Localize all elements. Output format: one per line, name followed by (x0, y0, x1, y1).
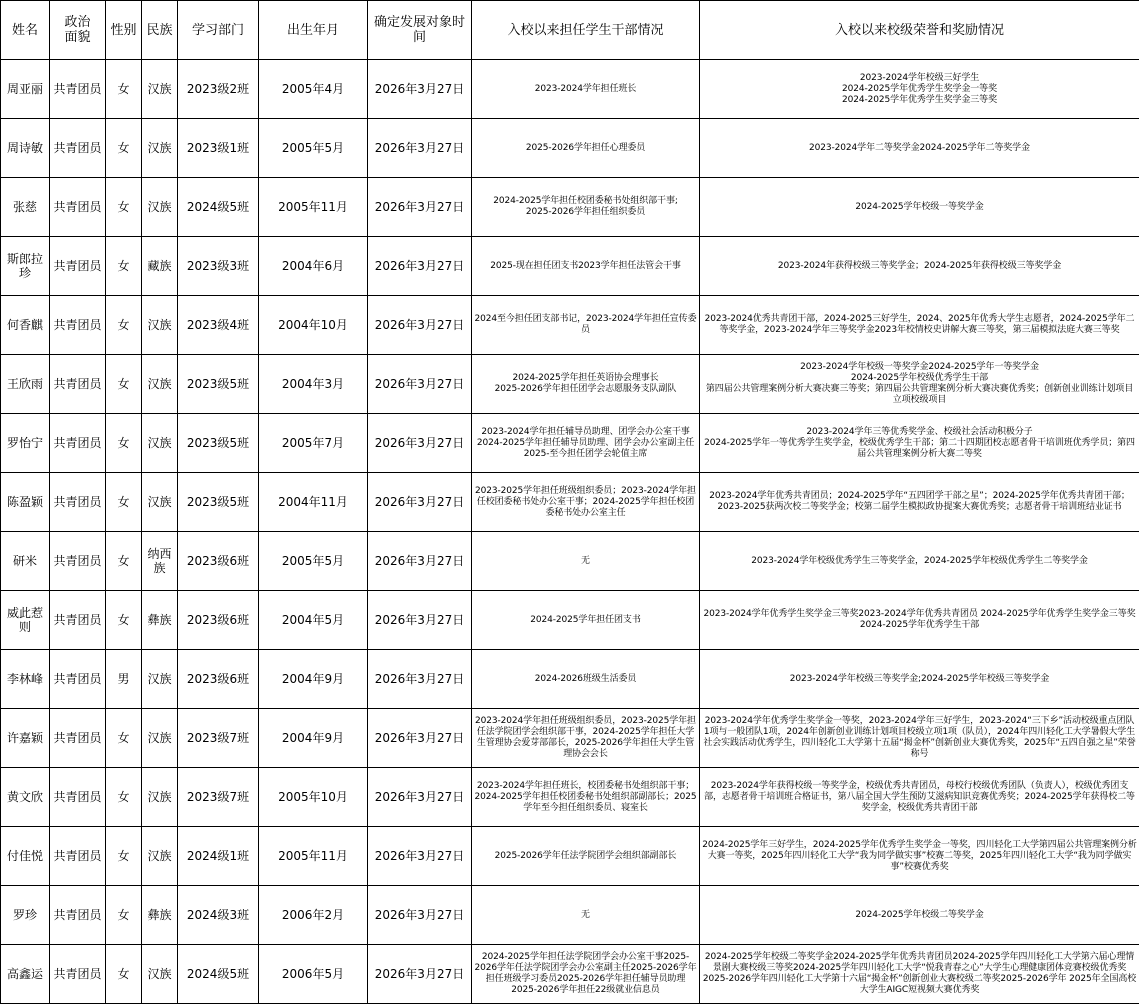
cell-ethnicity: 汉族 (142, 827, 178, 886)
cell-honors: 2023-2024年获得校级三等奖学金；2024-2025年获得校级三等奖学金 (700, 237, 1139, 296)
cell-birth: 2005年5月 (259, 532, 368, 591)
table-row (1, 768, 1139, 827)
cell-date: 2026年3月27日 (368, 532, 472, 591)
cell-department: 2023级6班 (178, 532, 259, 591)
cell-birth: 2004年11月 (259, 473, 368, 532)
cell-department: 2023级6班 (178, 650, 259, 709)
cell-honors: 2024-2025学年校级一等奖学金 (700, 178, 1139, 237)
cell-gender: 女 (106, 60, 142, 119)
cell-gender: 女 (106, 709, 142, 768)
cell-ethnicity: 汉族 (142, 296, 178, 355)
cell-political: 共青团员 (50, 414, 106, 473)
cell-birth: 2005年4月 (259, 60, 368, 119)
cell-honors: 2023-2024学年校级三等奖学金;2024-2025学年校级三等奖学金 (700, 650, 1139, 709)
cell-political: 共青团员 (50, 532, 106, 591)
cell-gender: 女 (106, 768, 142, 827)
cell-cadre: 2023-2025学年担任班级组织委员；2023-2024学年担任校团委秘书处办公室干事；2024-2025学年担任校团委秘书处办公室主任 (472, 473, 700, 532)
cell-political: 共青团员 (50, 178, 106, 237)
cell-date: 2026年3月27日 (368, 296, 472, 355)
table-row (1, 591, 1139, 650)
cell-date: 2026年3月27日 (368, 945, 472, 1004)
cell-gender: 男 (106, 650, 142, 709)
cell-date: 2026年3月27日 (368, 355, 472, 414)
cell-name: 研米 (1, 532, 50, 591)
cell-gender: 女 (106, 473, 142, 532)
cell-political: 共青团员 (50, 709, 106, 768)
cell-date: 2026年3月27日 (368, 178, 472, 237)
cell-department: 2023级5班 (178, 355, 259, 414)
cell-name: 何香麒 (1, 296, 50, 355)
cell-date: 2026年3月27日 (368, 60, 472, 119)
cell-honors: 2023-2024学年获得校级一等奖学金，校级优秀共青团员，母校行校级优秀团队（负责人），校级优秀团支部，志愿者骨干培训班合格证书，第八届全国大学生预防艾滋病知识竞赛优秀奖；2024-2025学年获得校二等奖学金，校级优秀共青团干部 (700, 768, 1139, 827)
cell-gender: 女 (106, 414, 142, 473)
cell-name: 罗珍 (1, 886, 50, 945)
cell-name: 付佳悦 (1, 827, 50, 886)
header-gender: 性别 (106, 1, 142, 60)
cell-honors: 2023-2024学年优秀学生奖学金三等奖2023-2024学年优秀共青团员 2024-2025学年优秀学生奖学金三等奖 2024-2025学年优秀学生干部 (700, 591, 1139, 650)
cell-cadre: 2025-2026学年担任心理委员 (472, 119, 700, 178)
cell-department: 2024级5班 (178, 178, 259, 237)
header-name: 姓名 (1, 1, 50, 60)
cell-date: 2026年3月27日 (368, 591, 472, 650)
table-row (1, 414, 1139, 473)
cell-birth: 2004年3月 (259, 355, 368, 414)
cell-honors: 2023-2024优秀共青团干部，2024-2025三好学生，2024、2025年优秀大学生志愿者，2024-2025学年二等奖学金，2023-2024学年三等奖学金2023年校情校史讲解大赛三等奖，第三届模拟法庭大赛三等奖 (700, 296, 1139, 355)
cell-gender: 女 (106, 532, 142, 591)
cell-ethnicity: 汉族 (142, 768, 178, 827)
cell-cadre: 2023-2024学年担任班长，校团委秘书处组织部干事；2024-2025学年担任校团委秘书处组织部副部长；2025学年至今担任组织委员、寝室长 (472, 768, 700, 827)
cell-date: 2026年3月27日 (368, 119, 472, 178)
table-row (1, 532, 1139, 591)
cell-political: 共青团员 (50, 945, 106, 1004)
cell-cadre: 2024-2025学年担任法学院团学会办公室干事2025-2026学年任法学院团学会办公室副主任2025-2026学年担任班级学习委员2025-2026学年担任辅导员助理2025-2026学年担任22级就业信息员 (472, 945, 700, 1004)
cell-gender: 女 (106, 237, 142, 296)
cell-department: 2023级5班 (178, 473, 259, 532)
cell-ethnicity: 彝族 (142, 591, 178, 650)
cell-political: 共青团员 (50, 237, 106, 296)
cell-birth: 2005年7月 (259, 414, 368, 473)
cell-ethnicity: 汉族 (142, 119, 178, 178)
cell-ethnicity: 汉族 (142, 473, 178, 532)
cell-department: 2023级2班 (178, 60, 259, 119)
cell-cadre: 2024-2025学年担任英语协会理事长 2025-2026学年担任团学会志愿服务支队副队 (472, 355, 700, 414)
cell-political: 共青团员 (50, 768, 106, 827)
cell-name: 周诗敏 (1, 119, 50, 178)
cell-birth: 2004年9月 (259, 650, 368, 709)
cell-cadre: 2024-2025学年担任校团委秘书处组织部干事; 2025-2026学年担任组织委员 (472, 178, 700, 237)
table-row (1, 119, 1139, 178)
cell-department: 2023级7班 (178, 768, 259, 827)
cell-political: 共青团员 (50, 591, 106, 650)
cell-gender: 女 (106, 591, 142, 650)
cell-political: 共青团员 (50, 473, 106, 532)
cell-date: 2026年3月27日 (368, 650, 472, 709)
cell-gender: 女 (106, 355, 142, 414)
table-row (1, 60, 1139, 119)
cell-political: 共青团员 (50, 827, 106, 886)
cell-date: 2026年3月27日 (368, 237, 472, 296)
cell-birth: 2004年6月 (259, 237, 368, 296)
cell-gender: 女 (106, 827, 142, 886)
cell-department: 2023级6班 (178, 591, 259, 650)
table-row (1, 237, 1139, 296)
cell-honors: 2023-2024学年校级优秀学生三等奖学金，2024-2025学年校级优秀学生二等奖学金 (700, 532, 1139, 591)
cell-honors: 2023-2024学年优秀学生奖学金一等奖，2023-2024学年三好学生，2023-2024“三下乡”活动校级重点团队1项与一般团队1项，2024年创新创业训练计划项目校级立项1项（队员），2024年四川轻化工大学暑假大学生社会实践活动优秀学生，四川轻化工大学第十五届“揭金杯”创新创业大赛优秀奖，2025年“五四自强之星”荣誉称号 (700, 709, 1139, 768)
table-row (1, 886, 1139, 945)
cell-name: 威此惹则 (1, 591, 50, 650)
header-ethnicity: 民族 (142, 1, 178, 60)
cell-date: 2026年3月27日 (368, 886, 472, 945)
cell-birth: 2006年2月 (259, 886, 368, 945)
header-department: 学习部门 (178, 1, 259, 60)
roster-body (1, 60, 1139, 1004)
cell-cadre: 无 (472, 886, 700, 945)
cell-name: 许嘉颖 (1, 709, 50, 768)
cell-date: 2026年3月27日 (368, 709, 472, 768)
cell-political: 共青团员 (50, 296, 106, 355)
cell-honors: 2023-2024学年二等奖学金2024-2025学年二等奖学金 (700, 119, 1139, 178)
cell-honors: 2023-2024学年校级三好学生 2024-2025学年优秀学生奖学金一等奖 2024-2025学年优秀学生奖学金三等奖 (700, 60, 1139, 119)
cell-name: 张慈 (1, 178, 50, 237)
cell-name: 陈盈颖 (1, 473, 50, 532)
cell-political: 共青团员 (50, 886, 106, 945)
header-birth: 出生年月 (259, 1, 368, 60)
cell-birth: 2006年5月 (259, 945, 368, 1004)
cell-gender: 女 (106, 296, 142, 355)
cell-ethnicity: 汉族 (142, 178, 178, 237)
cell-department: 2023级7班 (178, 709, 259, 768)
cell-name: 高鑫运 (1, 945, 50, 1004)
table-row (1, 178, 1139, 237)
cell-cadre: 2023-2024学年担任班长 (472, 60, 700, 119)
cell-name: 黄文欣 (1, 768, 50, 827)
cell-gender: 女 (106, 886, 142, 945)
cell-department: 2024级5班 (178, 945, 259, 1004)
cell-birth: 2005年5月 (259, 119, 368, 178)
cell-honors: 2024-2025学年三好学生，2024-2025学年优秀学生奖学金一等奖，四川轻化工大学第四届公共管理案例分析大赛一等奖，2025年四川轻化工大学“我为同学做实事”校赛二等奖，2025年四川轻化工大学“我为同学做实事”校赛优秀奖 (700, 827, 1139, 886)
cell-cadre: 2023-2024学年担任班级组织委员，2023-2025学年担任法学院团学会组织部干事，2024-2025学年担任大学生管理协会爱芽部部长，2025-2026学年担任大学生管理协会会长 (472, 709, 700, 768)
header-date: 确定发展对象时间 (368, 1, 472, 60)
cell-cadre: 2023-2024学年担任辅导员助理、团学会办公室干事 2024-2025学年担任辅导员助理、团学会办公室副主任2025-至今担任团学会轮值主席 (472, 414, 700, 473)
cell-political: 共青团员 (50, 650, 106, 709)
cell-birth: 2004年9月 (259, 709, 368, 768)
cell-ethnicity: 汉族 (142, 414, 178, 473)
cell-date: 2026年3月27日 (368, 768, 472, 827)
cell-department: 2023级5班 (178, 414, 259, 473)
cell-ethnicity: 纳西族 (142, 532, 178, 591)
table-row (1, 296, 1139, 355)
cell-political: 共青团员 (50, 60, 106, 119)
cell-ethnicity: 汉族 (142, 60, 178, 119)
cell-name: 李林峰 (1, 650, 50, 709)
cell-honors: 2023-2024学年校级一等奖学金2024-2025学年一等奖学金 2024-2025学年校级优秀学生干部 第四届公共管理案例分析大赛决赛三等奖；第四届公共管理案例分析大赛决赛优秀奖；创新创业训练计划项目立项校级项目 (700, 355, 1139, 414)
cell-ethnicity: 汉族 (142, 650, 178, 709)
table-row (1, 473, 1139, 532)
header-honors: 入校以来校级荣誉和奖励情况 (700, 1, 1139, 60)
table-row (1, 945, 1139, 1004)
cell-birth: 2004年5月 (259, 591, 368, 650)
cell-department: 2023级3班 (178, 237, 259, 296)
cell-birth: 2005年11月 (259, 178, 368, 237)
cell-cadre: 2024-2026班级生活委员 (472, 650, 700, 709)
cell-name: 周亚丽 (1, 60, 50, 119)
cell-birth: 2005年10月 (259, 768, 368, 827)
cell-ethnicity: 彝族 (142, 886, 178, 945)
cell-gender: 女 (106, 945, 142, 1004)
cell-honors: 2024-2025学年校级二等奖学金 (700, 886, 1139, 945)
cell-honors: 2023-2024学年优秀共青团员；2024-2025学年“五四团学干部之星”；2024-2025学年优秀共青团干部；2023-2025获两次校二等奖学金；校第二届学生模拟政协提案大赛优秀奖；志愿者骨干培训班结业证书 (700, 473, 1139, 532)
cell-ethnicity: 汉族 (142, 709, 178, 768)
cell-cadre: 无 (472, 532, 700, 591)
cell-gender: 女 (106, 119, 142, 178)
header-row (1, 1, 1139, 60)
table-row (1, 650, 1139, 709)
table-row (1, 709, 1139, 768)
cell-birth: 2004年10月 (259, 296, 368, 355)
cell-cadre: 2024-2025学年担任团支书 (472, 591, 700, 650)
cell-ethnicity: 汉族 (142, 945, 178, 1004)
cell-birth: 2005年11月 (259, 827, 368, 886)
cell-date: 2026年3月27日 (368, 414, 472, 473)
cell-cadre: 2024至今担任团支部书记，2023-2024学年担任宣传委员 (472, 296, 700, 355)
cell-date: 2026年3月27日 (368, 827, 472, 886)
table-row (1, 355, 1139, 414)
cell-cadre: 2025-现在担任团支书2023学年担任法管会干事 (472, 237, 700, 296)
cell-department: 2024级3班 (178, 886, 259, 945)
cell-political: 共青团员 (50, 355, 106, 414)
header-political: 政治 面貌 (50, 1, 106, 60)
cell-ethnicity: 藏族 (142, 237, 178, 296)
cell-honors: 2023-2024学年三等优秀奖学金、校级社会活动积极分子 2024-2025学年一等优秀学生奖学金，校级优秀学生干部；第二十四期团校志愿者骨干培训班优秀学员；第四届公共管理案例分析大赛二等奖 (700, 414, 1139, 473)
cell-department: 2023级4班 (178, 296, 259, 355)
cell-department: 2023级1班 (178, 119, 259, 178)
cell-name: 王欣雨 (1, 355, 50, 414)
cell-name: 罗怡宁 (1, 414, 50, 473)
cell-date: 2026年3月27日 (368, 473, 472, 532)
cell-department: 2024级1班 (178, 827, 259, 886)
table-row (1, 827, 1139, 886)
cell-honors: 2024-2025学年校级二等奖学金2024-2025学年优秀共青团员2024-2025学年四川轻化工大学第六届心理情景剧大赛校级三等奖2024-2025学年四川轻化工大学“悦我青春之心”大学生心理健康团体竞赛校级优秀奖2025-2026学年四川轻化工大学第十六届“揭金杯”创新创业大赛校级二等奖2025-2026学年 2025年全国高校大学生AIGC短视频大赛优秀奖 (700, 945, 1139, 1004)
cell-political: 共青团员 (50, 119, 106, 178)
cell-gender: 女 (106, 178, 142, 237)
cell-cadre: 2025-2026学年任法学院团学会组织部副部长 (472, 827, 700, 886)
header-cadre: 入校以来担任学生干部情况 (472, 1, 700, 60)
cell-name: 斯郎拉珍 (1, 237, 50, 296)
cell-ethnicity: 汉族 (142, 355, 178, 414)
